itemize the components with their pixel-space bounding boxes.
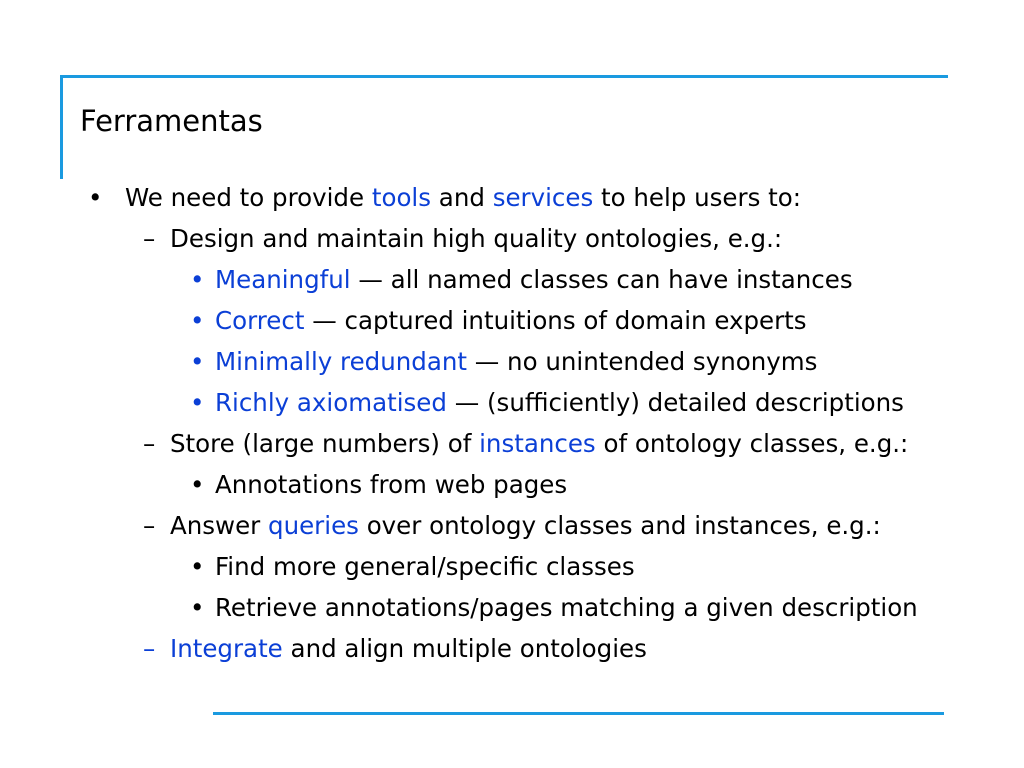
bullet-level1-provide-tools bbox=[88, 183, 801, 213]
bullet-level3-correct bbox=[190, 306, 807, 336]
keyword-correct: Correct bbox=[215, 306, 305, 335]
keyword-minimally-redundant: Minimally redundant bbox=[215, 347, 467, 376]
text: Retrieve annotations/pages matching a given description bbox=[215, 593, 918, 622]
keyword-queries: queries bbox=[268, 511, 359, 540]
text: Annotations from web pages bbox=[215, 470, 568, 499]
bullet-level3-richly-axiomatised bbox=[190, 388, 904, 418]
text: Store (large numbers) of bbox=[170, 429, 480, 458]
keyword-tools: tools bbox=[371, 183, 432, 212]
text: and align multiple ontologies bbox=[282, 634, 647, 663]
title-left-rule bbox=[60, 75, 63, 179]
text: Answer bbox=[170, 511, 269, 540]
keyword-services: services bbox=[492, 183, 594, 212]
text: — (sufficiently) detailed descriptions bbox=[446, 388, 904, 417]
keyword-richly-axiomatised: Richly axiomatised bbox=[215, 388, 447, 417]
slide-title: Ferramentas bbox=[80, 104, 263, 138]
text: We need to provide bbox=[125, 183, 372, 212]
text: and bbox=[431, 183, 493, 212]
bullet-marker: • bbox=[190, 552, 205, 581]
text: Find more general/specific classes bbox=[215, 552, 635, 581]
title-top-rule bbox=[60, 75, 948, 78]
bullet-level3-annotations bbox=[190, 470, 568, 500]
bullet-level2-answer-queries bbox=[143, 511, 881, 541]
text: to help users to: bbox=[593, 183, 801, 212]
dash-marker: – bbox=[143, 224, 156, 253]
bullet-level2-store-instances bbox=[143, 429, 909, 459]
bullet-level3-find-classes bbox=[190, 552, 635, 582]
text: — no unintended synonyms bbox=[466, 347, 818, 376]
dash-marker: – bbox=[143, 511, 156, 540]
keyword-integrate: Integrate bbox=[170, 634, 283, 663]
bullet-marker: • bbox=[190, 593, 205, 622]
bullet-level3-minimally-redundant bbox=[190, 347, 818, 377]
text: of ontology classes, e.g.: bbox=[595, 429, 909, 458]
footer-rule bbox=[213, 712, 944, 715]
text: Design and maintain high quality ontologies, e.g.: bbox=[170, 224, 783, 253]
bullet-marker: • bbox=[190, 347, 205, 376]
bullet-marker: • bbox=[190, 388, 205, 417]
bullet-level2-integrate bbox=[143, 634, 647, 664]
keyword-meaningful: Meaningful bbox=[215, 265, 351, 294]
bullet-marker: • bbox=[190, 306, 205, 335]
bullet-level3-meaningful bbox=[190, 265, 853, 295]
dash-marker: – bbox=[143, 634, 156, 663]
keyword-instances: instances bbox=[479, 429, 596, 458]
bullet-marker: • bbox=[190, 470, 205, 499]
bullet-level2-design bbox=[143, 224, 783, 254]
text: over ontology classes and instances, e.g.: bbox=[358, 511, 881, 540]
bullet-marker: • bbox=[190, 265, 205, 294]
text: — all named classes can have instances bbox=[350, 265, 853, 294]
dash-marker: – bbox=[143, 429, 156, 458]
text: — captured intuitions of domain experts bbox=[304, 306, 807, 335]
bullet-marker: • bbox=[88, 183, 103, 212]
bullet-level3-retrieve-annotations bbox=[190, 593, 918, 623]
